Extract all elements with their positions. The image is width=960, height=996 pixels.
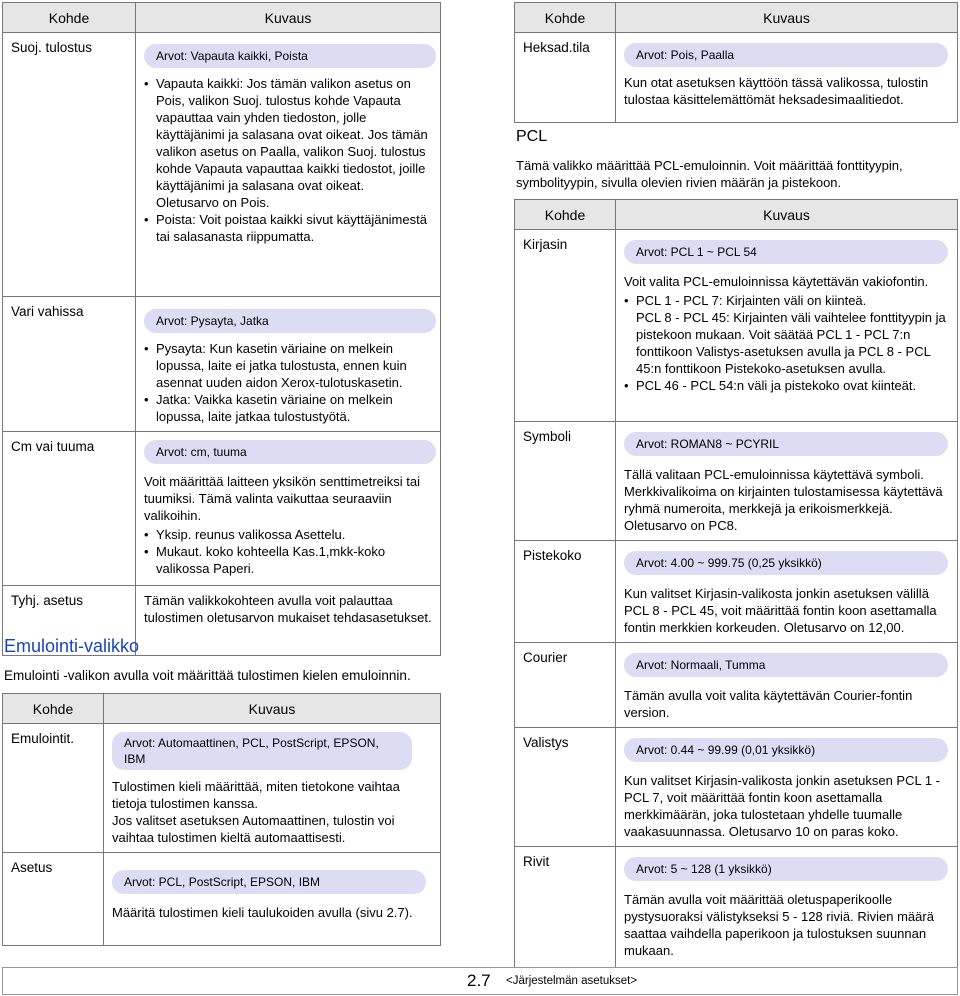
emulation-section-desc: Emulointi -valikon avulla voit määrittää tulostimen kielen emuloinnin. xyxy=(4,668,411,683)
heksad-table xyxy=(514,2,958,123)
description-text: Kun valitset Kirjasin-valikosta jonkin asetuksen välillä PCL 8 - PCL 45, voit määrittää fontin koon asettamalla fontin merkkien korkeuden. Oletusarvo on 12,00. xyxy=(624,586,937,635)
right-column xyxy=(514,2,958,123)
list-item: • Yksip. reunus valikossa Asettelu. xyxy=(156,526,436,543)
table-row xyxy=(515,728,958,847)
kohde-header: Kohde xyxy=(3,3,136,33)
kuvaus-cell xyxy=(616,33,958,123)
kohde-cell: Courier xyxy=(515,643,616,728)
kuvaus-cell xyxy=(616,230,958,422)
kuvaus-cell xyxy=(104,724,441,853)
kuvaus-header: Kuvaus xyxy=(136,3,441,33)
suoj-table xyxy=(2,2,441,656)
description-text: Kun valitset Kirjasin-valikosta jonkin asetuksen PCL 1 - PCL 7, voit määrittää fontin koon asettamalla merkkimäärän, joka tulostetaan yhdelle tuumalle vaakasuunnassa. Oletusarvo 10 on paras koko. xyxy=(624,773,940,839)
kuvaus-cell xyxy=(616,422,958,541)
values-pill: Arvot: Pysayta, Jatka xyxy=(144,309,436,333)
kohde-cell: Kirjasin xyxy=(515,230,616,422)
bullet-list xyxy=(144,526,436,577)
kuvaus-header: Kuvaus xyxy=(616,200,958,230)
table-row xyxy=(515,541,958,643)
emulation-table xyxy=(2,693,441,946)
emulation-table-wrap xyxy=(2,693,441,946)
kuvaus-cell xyxy=(616,541,958,643)
kuvaus-header: Kuvaus xyxy=(616,3,958,33)
description-text: Kun otat asetuksen käyttöön tässä valikossa, tulostin tulostaa käsittelemättömät heksadesimaalitiedot. xyxy=(624,75,929,107)
kohde-header: Kohde xyxy=(3,694,104,724)
list-item: • Pysayta: Kun kasetin väriaine on melkein lopussa, laite ei jatka tulostusta, ennen kuin asennat uuden aidon Xerox-tulotuskasetin. xyxy=(156,340,436,391)
kuvaus-cell xyxy=(136,297,441,432)
description-text: Voit valita PCL-emuloinnissa käytettävän vakiofontin. xyxy=(624,274,929,289)
page-footer xyxy=(2,967,958,995)
table-row xyxy=(3,853,441,946)
description-text: Voit määrittää laitteen yksikön senttimetreiksi tai tuumiksi. Tämä valinta vaikuttaa seuraaviin valikoihin. xyxy=(144,474,421,523)
list-item: • Poista: Voit poistaa kaikki sivut käyttäjänimestä tai salasanasta riippumatta. xyxy=(156,211,436,245)
footer-label: <Järjestelmän asetukset> xyxy=(506,975,638,987)
description-text: Tällä valitaan PCL-emuloinnissa käytettävä symboli. Merkkivalikoima on kirjainten tulostamisessa käytettävä ryhmä numeroita, merkkejä ja erikoismerkkejä. Oletusarvo on PC8. xyxy=(624,467,943,533)
description-text: Tulostimen kieli määrittää, miten tietokone vaihtaa tietoja tulostimen kanssa. xyxy=(112,779,400,811)
kuvaus-header: Kuvaus xyxy=(104,694,441,724)
table-row xyxy=(515,847,958,975)
bullet-list xyxy=(144,75,436,245)
kuvaus-cell xyxy=(616,643,958,728)
left-column xyxy=(2,2,441,656)
page-number: 2.7 xyxy=(467,971,491,990)
kuvaus-cell xyxy=(104,853,441,946)
description-text: Tämän avulla voit määrittää oletuspaperikoolle pystysuoraksi välistykseksi 5 - 128 riviä. Rivien määrä saattaa vaihdella paperikoon ja tulostuksen suunnan mukaan. xyxy=(624,892,934,958)
kuvaus-cell xyxy=(136,33,441,297)
kuvaus-cell xyxy=(616,728,958,847)
kohde-cell: Tyhj. asetus xyxy=(3,586,136,656)
bullet-list xyxy=(144,340,436,425)
description-text: Tämän avulla voit valita käytettävän Courier-fontin version. xyxy=(624,688,913,720)
values-pill: Arvot: Automaattinen, PCL, PostScript, EPSON, IBM xyxy=(112,732,412,770)
kohde-cell: Suoj. tulostus xyxy=(3,33,136,297)
kohde-cell: Valistys xyxy=(515,728,616,847)
kohde-cell: Heksad.tila xyxy=(515,33,616,123)
table-row xyxy=(3,724,441,853)
kuvaus-cell xyxy=(136,432,441,586)
bullet-list xyxy=(624,292,953,394)
table-row xyxy=(3,432,441,586)
pcl-table xyxy=(514,199,958,975)
kuvaus-cell xyxy=(136,586,441,656)
kohde-cell: Vari vahissa xyxy=(3,297,136,432)
table-row xyxy=(515,33,958,123)
table-row xyxy=(3,297,441,432)
kohde-cell: Emulointit. xyxy=(3,724,104,853)
values-pill: Arvot: Vapauta kaikki, Poista xyxy=(144,44,436,68)
kohde-header: Kohde xyxy=(515,3,616,33)
values-pill: Arvot: PCL, PostScript, EPSON, IBM xyxy=(112,870,426,894)
pcl-section-title: PCL xyxy=(516,128,548,145)
kohde-cell: Pistekoko xyxy=(515,541,616,643)
kohde-cell: Symboli xyxy=(515,422,616,541)
values-pill: Arvot: 5 ~ 128 (1 yksikkö) xyxy=(624,857,948,881)
values-pill: Arvot: PCL 1 ~ PCL 54 xyxy=(624,240,948,264)
values-pill: Arvot: 0.44 ~ 99.99 (0,01 yksikkö) xyxy=(624,738,948,762)
kohde-header: Kohde xyxy=(515,200,616,230)
pcl-section-desc: Tämä valikko määrittää PCL-emuloinnin. Voit määrittää fonttityypin, symbolityypin, sivulla olevien rivien määrän ja pistekoon. xyxy=(516,158,903,190)
values-pill: Arvot: 4.00 ~ 999.75 (0,25 yksikkö) xyxy=(624,551,948,575)
values-pill: Arvot: ROMAN8 ~ PCYRIL xyxy=(624,432,948,456)
kohde-cell: Rivit xyxy=(515,847,616,975)
list-item: • PCL 1 - PCL 7: Kirjainten väli on kiinteä. PCL 8 - PCL 45: Kirjainten väli vaihtelee fonttityypin ja pistekoon mukaan. Voit säätää PCL 1 - PCL 7:n fonttikoon Valistys-asetuksen avulla ja PCL 8 - PCL 45:n fonttikoon Pistekoko-asetuksen avulla. xyxy=(636,292,953,377)
values-pill: Arvot: Normaali, Tumma xyxy=(624,653,948,677)
emulation-section-title: Emulointi-valikko xyxy=(4,636,140,656)
kuvaus-cell xyxy=(616,847,958,975)
values-pill: Arvot: cm, tuuma xyxy=(144,440,436,464)
pcl-table-wrap xyxy=(514,199,958,975)
table-row xyxy=(3,33,441,297)
list-item: • Mukaut. koko kohteella Kas.1,mkk-koko valikossa Paperi. xyxy=(156,543,436,577)
table-row xyxy=(515,643,958,728)
table-row xyxy=(515,230,958,422)
list-item: • Vapauta kaikki: Jos tämän valikon asetus on Pois, valikon Suoj. tulostus kohde Vapauta vapauttaa vain yhden tiedoston, jolle käyttäjänimi ja salasana ovat oikeat. Jos tämän valikon asetus on Paalla, valikon Suoj. tulostus kohde Vapauta vapauttaa kaikki tiedostot, joille käyttäjänimi ja salasana ovat oikeat. Oletusarvo on Pois. xyxy=(156,75,436,211)
kohde-cell: Cm vai tuuma xyxy=(3,432,136,586)
list-item: • Jatka: Vaikka kasetin väriaine on melkein lopussa, laite jatkaa tulostustyötä. xyxy=(156,391,436,425)
description-text: Jos valitset asetuksen Automaattinen, tulostin voi vaihtaa tulostimen kieltä automaattisesti. xyxy=(112,813,395,845)
kohde-cell: Asetus xyxy=(3,853,104,946)
values-pill: Arvot: Pois, Paalla xyxy=(624,43,948,67)
description-text: Tämän valikkokohteen avulla voit palauttaa tulostimen oletusarvon mukaiset tehdasasetukset. xyxy=(144,593,432,625)
list-item: • PCL 46 - PCL 54:n väli ja pistekoko ovat kiinteät. xyxy=(636,377,953,394)
table-row xyxy=(515,422,958,541)
description-text: Määritä tulostimen kieli taulukoiden avulla (sivu 2.7). xyxy=(112,905,413,920)
